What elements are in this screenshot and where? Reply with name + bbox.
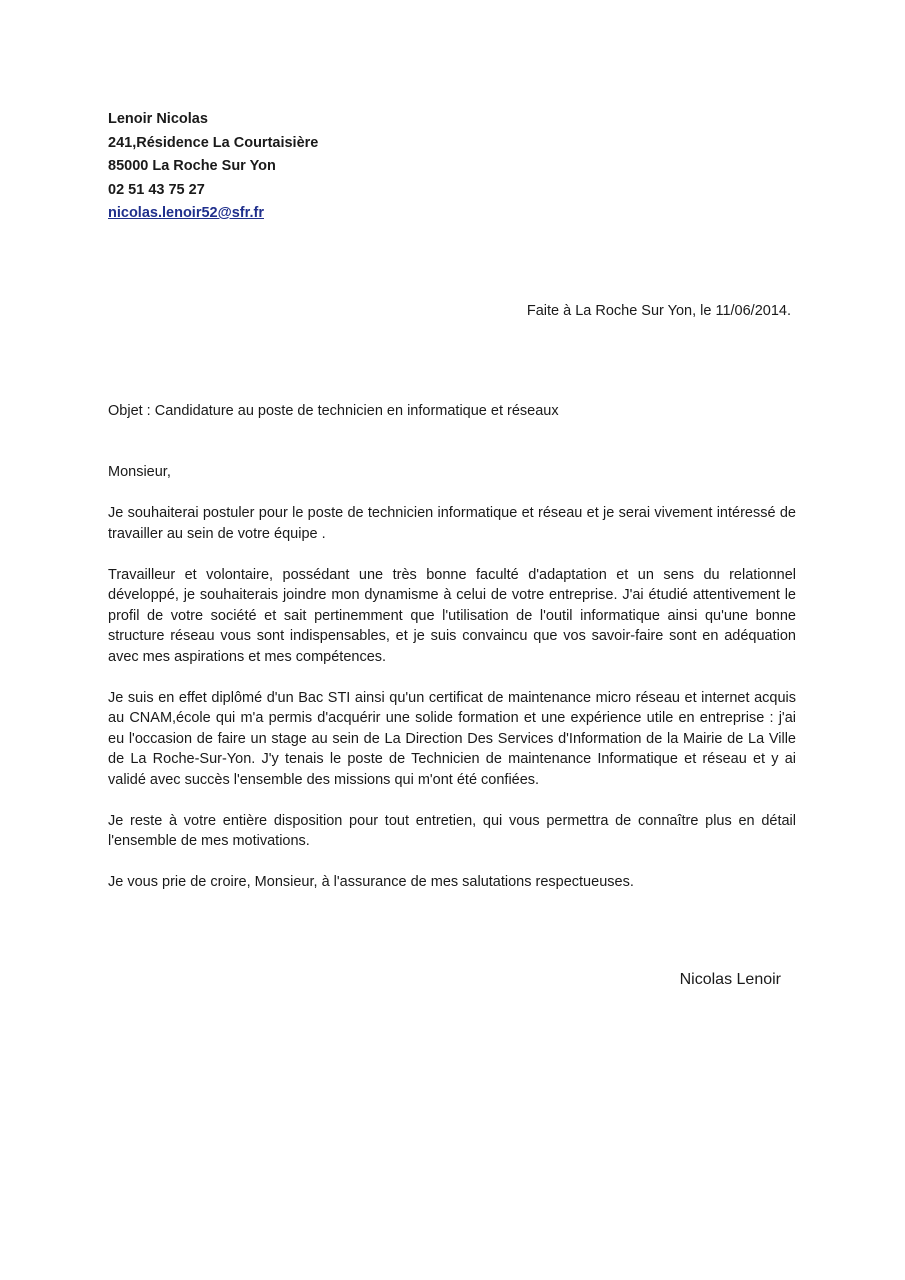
- sender-phone: 02 51 43 75 27: [108, 181, 205, 198]
- signature: Nicolas Lenoir: [679, 971, 781, 988]
- paragraph-availability: Je reste à votre entière disposition pour tout entretien, qui vous permettra de connaître plus en détail l'ensemble de mes motivations.: [108, 812, 796, 849]
- salutation: Monsieur,: [108, 464, 171, 480]
- paragraph-experience: Je suis en effet diplômé d'un Bac STI ainsi qu'un certificat de maintenance micro réseau et internet acquis au CNAM,école qui m'a permis d'acquérir une solide formation et une expérience utile en entreprise : j'ai eu l'occasion de faire un stage au sein de La Direction Des Services d'Information de la Mairie de La Ville de La Roche-Sur-Yon. J'y tenais le poste de Technicien de maintenance Informatique et réseau et y ai validé avec succès l'ensemble des missions qui m'ont été confiées.: [108, 689, 796, 788]
- paragraph-intro: Je souhaiterai postuler pour le poste de technicien informatique et réseau et je serai vivement intéressé de travailler au sein de votre équipe .: [108, 505, 796, 542]
- letter-body: [108, 462, 796, 893]
- subject-line: Objet : Candidature au poste de technicien en informatique et réseaux: [108, 403, 559, 419]
- paragraph-profile: Travailleur et volontaire, possédant une très bonne faculté d'adaptation et un sens du relationnel développé, je souhaiterais joindre mon dynamisme à celui de votre entreprise. J'ai étudié attentivement le profil de votre société et sait pertinemment que l'utilisation de l'outil informatique ainsi qu'une bonne structure réseau vous sont indispensables, et je suis convaincu que vos savoir-faire sont en adéquation avec mes aspirations et mes compétences.: [108, 566, 796, 665]
- paragraph-closing: Je vous prie de croire, Monsieur, à l'assurance de mes salutations respectueuses.: [108, 874, 634, 890]
- date-line: Faite à La Roche Sur Yon, le 11/06/2014.: [526, 303, 791, 319]
- sender-address: 241,Résidence La Courtaisière: [108, 134, 319, 151]
- sender-block: [108, 108, 318, 226]
- sender-city: 85000 La Roche Sur Yon: [108, 158, 276, 174]
- sender-email-link[interactable]: nicolas.lenoir52@sfr.fr: [108, 205, 264, 221]
- sender-name: Lenoir Nicolas: [108, 111, 208, 127]
